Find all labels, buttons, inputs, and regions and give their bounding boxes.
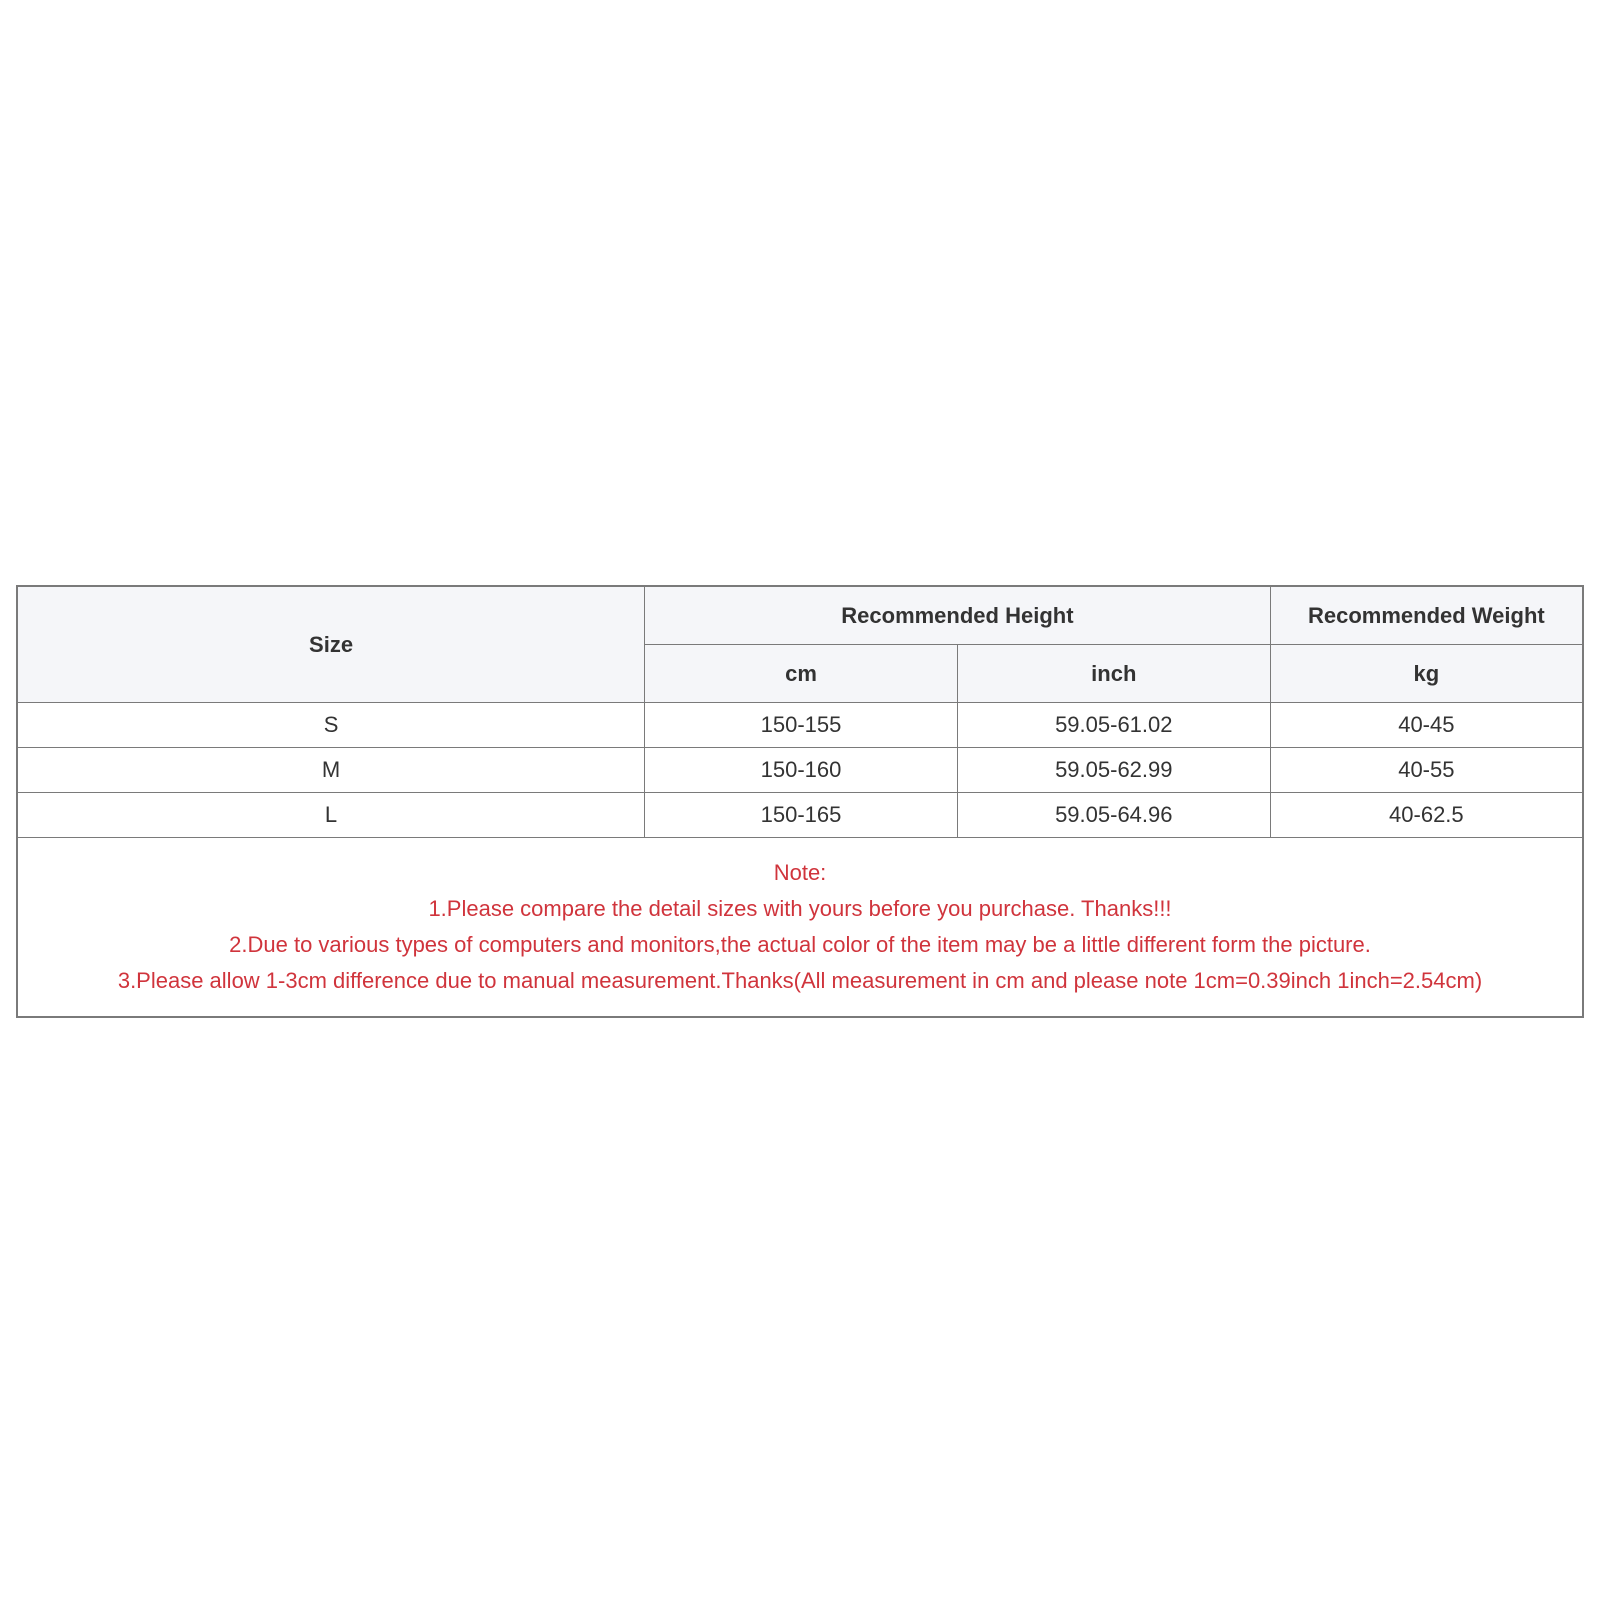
- cell-cm: 150-165: [645, 793, 958, 838]
- cell-kg: 40-45: [1270, 703, 1583, 748]
- header-kg: kg: [1270, 645, 1583, 703]
- cell-kg: 40-62.5: [1270, 793, 1583, 838]
- note-cell: [17, 838, 1583, 1018]
- header-inch: inch: [957, 645, 1270, 703]
- header-row-top: [17, 586, 1583, 645]
- cell-cm: 150-155: [645, 703, 958, 748]
- size-chart-table: [16, 585, 1584, 1018]
- header-recommended-height: Recommended Height: [645, 586, 1271, 645]
- table-row: [17, 748, 1583, 793]
- header-size: Size: [17, 586, 645, 703]
- note-row: [17, 838, 1583, 1018]
- note-title: Note:: [773, 860, 827, 885]
- cell-size: L: [17, 793, 645, 838]
- cell-size: M: [17, 748, 645, 793]
- header-recommended-weight: Recommended Weight: [1270, 586, 1583, 645]
- cell-inch: 59.05-62.99: [957, 748, 1270, 793]
- table-row: [17, 703, 1583, 748]
- cell-cm: 150-160: [645, 748, 958, 793]
- cell-inch: 59.05-64.96: [957, 793, 1270, 838]
- note-line-3: 3.Please allow 1-3cm difference due to manual measurement.Thanks(All measurement in cm and please note 1cm=0.39inch 1inch=2.54cm): [117, 968, 1483, 993]
- header-cm: cm: [645, 645, 958, 703]
- note-line-1: 1.Please compare the detail sizes with yours before you purchase. Thanks!!!: [428, 896, 1172, 921]
- table-row: [17, 793, 1583, 838]
- cell-size: S: [17, 703, 645, 748]
- cell-inch: 59.05-61.02: [957, 703, 1270, 748]
- cell-kg: 40-55: [1270, 748, 1583, 793]
- note-line-2: 2.Due to various types of computers and monitors,the actual color of the item may be a little different form the picture.: [229, 932, 1371, 957]
